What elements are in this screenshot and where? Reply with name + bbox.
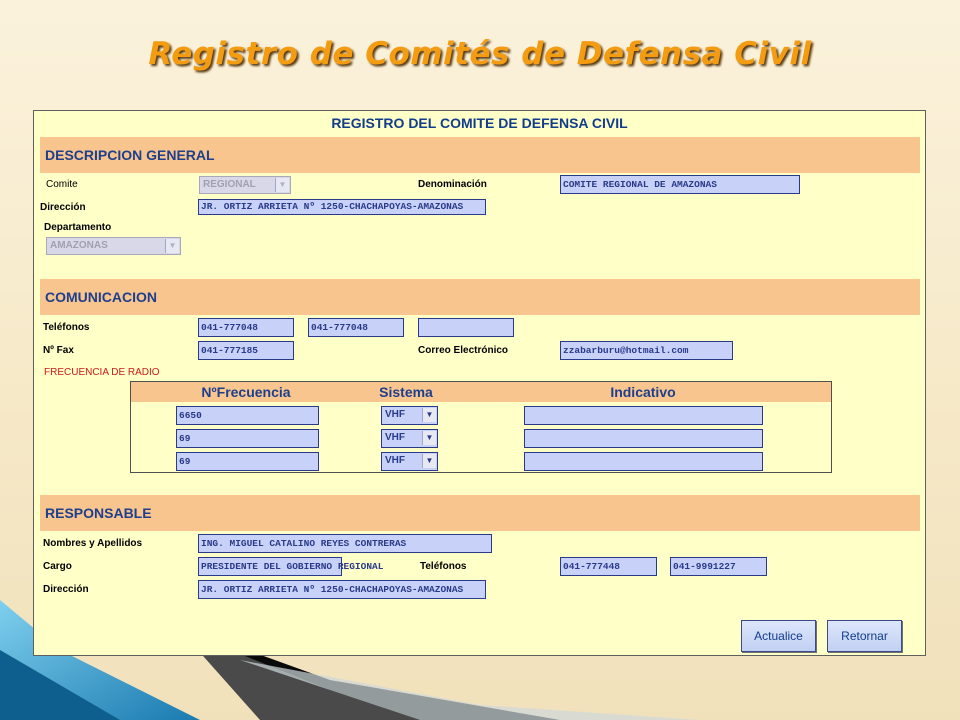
indicativo-field[interactable] (524, 429, 763, 448)
departamento-select[interactable] (46, 237, 181, 255)
frecuencia-field[interactable]: 69 (176, 429, 319, 448)
denominacion-label: Denominación (418, 179, 487, 190)
slide-title: Registro de Comités de Defensa Civil (148, 36, 812, 72)
chevron-down-icon: ▼ (275, 178, 289, 192)
header-indicativo: Indicativo (610, 384, 676, 400)
registration-form (33, 110, 926, 656)
responsable-telefono-2-field[interactable]: 041-9991227 (670, 557, 767, 576)
departamento-label: Departamento (44, 222, 112, 233)
correo-field[interactable]: zzabarburu@hotmail.com (560, 341, 733, 360)
section-descripcion-general: DESCRIPCION GENERAL (40, 137, 920, 173)
indicativo-field[interactable] (524, 452, 763, 471)
telefonos-label: Teléfonos (43, 322, 90, 333)
sistema-select[interactable] (381, 452, 438, 471)
sistema-select[interactable] (381, 406, 438, 425)
comite-select[interactable] (199, 176, 291, 194)
denominacion-field[interactable]: COMITE REGIONAL DE AMAZONAS (560, 175, 800, 194)
sistema-select-value: VHF (385, 455, 405, 466)
cargo-label: Cargo (43, 561, 72, 572)
retornar-button[interactable]: Retornar (827, 620, 902, 652)
departamento-select-value: AMAZONAS (50, 240, 108, 251)
direccion-field[interactable]: JR. ORTIZ ARRIETA Nº 1250-CHACHAPOYAS-AMAZONAS (198, 199, 486, 215)
sistema-select[interactable] (381, 429, 438, 448)
telefono-3-field[interactable] (418, 318, 514, 337)
comite-label: Comite (46, 179, 78, 190)
actualice-button[interactable]: Actualice (741, 620, 816, 652)
responsable-telefono-1-field[interactable]: 041-777448 (560, 557, 657, 576)
responsable-direccion-label: Dirección (43, 584, 89, 595)
chevron-down-icon: ▼ (422, 431, 436, 445)
frecuencia-table (130, 381, 832, 473)
header-frecuencia: NºFrecuencia (201, 384, 291, 400)
sistema-select-value: VHF (385, 432, 405, 443)
chevron-down-icon: ▼ (165, 239, 179, 253)
header-sistema: Sistema (379, 384, 433, 400)
indicativo-field[interactable] (524, 406, 763, 425)
section-responsable: RESPONSABLE (40, 495, 920, 531)
cargo-field[interactable]: PRESIDENTE DEL GOBIERNO REGIONAL (198, 557, 342, 576)
comite-select-value: REGIONAL (203, 179, 256, 190)
frecuencia-field[interactable]: 6650 (176, 406, 319, 425)
correo-label: Correo Electrónico (418, 345, 509, 356)
frecuencia-label: FRECUENCIA DE RADIO (44, 367, 160, 378)
form-title: REGISTRO DEL COMITE DE DEFENSA CIVIL (331, 115, 628, 131)
nombres-field[interactable]: ING. MIGUEL CATALINO REYES CONTRERAS (198, 534, 492, 553)
frecuencia-table-header (131, 382, 831, 402)
section-comunicacion: COMUNICACION (40, 279, 920, 315)
telefono-2-field[interactable]: 041-777048 (308, 318, 404, 337)
responsable-telefonos-label: Teléfonos (420, 561, 467, 572)
direccion-label: Dirección (40, 202, 86, 213)
nombres-label: Nombres y Apellidos (43, 538, 143, 549)
fax-label: Nº Fax (43, 345, 74, 356)
chevron-down-icon: ▼ (422, 408, 436, 422)
telefono-1-field[interactable]: 041-777048 (198, 318, 294, 337)
sistema-select-value: VHF (385, 409, 405, 420)
fax-field[interactable]: 041-777185 (198, 341, 294, 360)
chevron-down-icon: ▼ (422, 454, 436, 468)
responsable-direccion-field[interactable]: JR. ORTIZ ARRIETA Nº 1250-CHACHAPOYAS-AMAZONAS (198, 580, 486, 599)
frecuencia-field[interactable]: 69 (176, 452, 319, 471)
